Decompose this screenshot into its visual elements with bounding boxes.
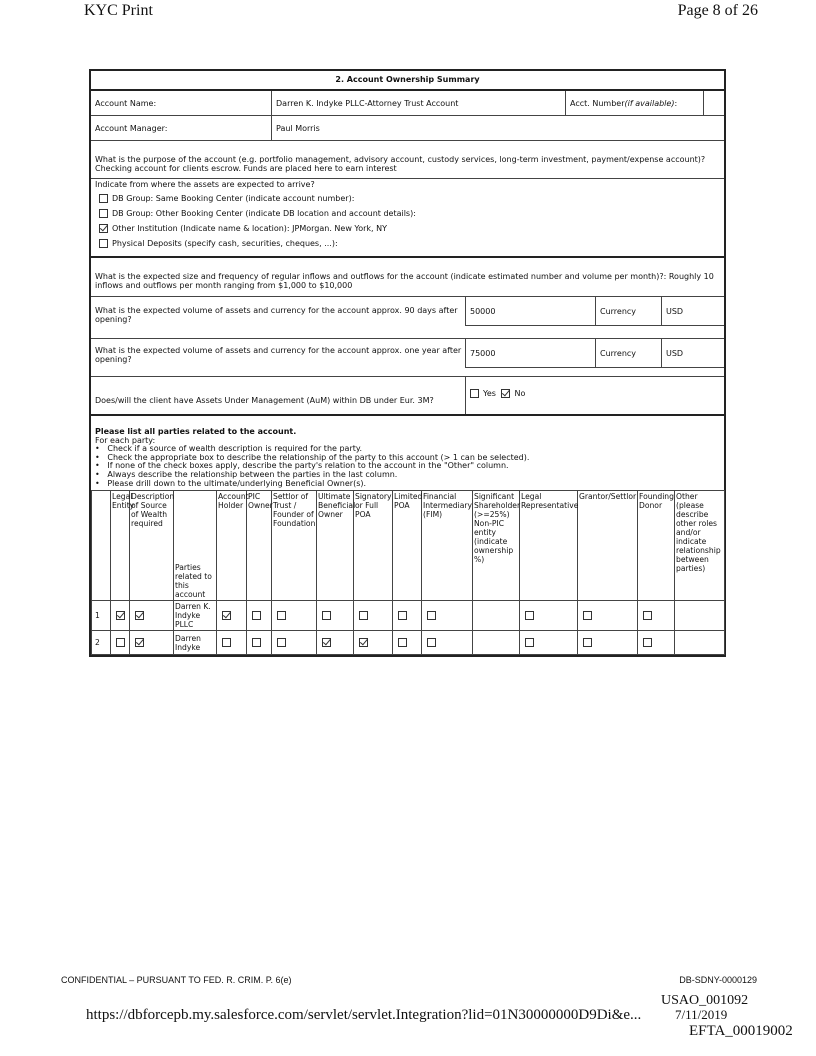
other-institution-checkbox[interactable] (99, 224, 108, 233)
source-of-wealth-checkbox[interactable] (135, 638, 144, 647)
col-header-source-of-wealth: Description of Source of Wealth required (130, 491, 174, 601)
parties-bullet: • Please drill down to the ultimate/underlying Beneficial Owner(s). (95, 478, 367, 488)
account-manager-value: Paul Morris (271, 116, 724, 140)
col-header-grantor: Grantor/Settlor (578, 491, 638, 601)
row-number: 1 (92, 601, 111, 631)
parties-header-row (92, 491, 725, 601)
party-row (92, 631, 725, 655)
grantor-checkbox[interactable] (583, 638, 592, 647)
legal-rep-checkbox[interactable] (525, 611, 534, 620)
vol90-currency: USD (661, 297, 725, 325)
col-header-num (92, 491, 111, 601)
settlor-checkbox[interactable] (277, 611, 286, 620)
vol1y-currency: USD (661, 339, 725, 367)
aum-question: Does/will the client have Assets Under Management (AuM) within DB under Eur. 3M? (95, 396, 434, 405)
account-name-row (91, 91, 724, 116)
party-row (92, 601, 725, 631)
fim-checkbox[interactable] (427, 611, 436, 620)
account-name-label: Account Name: (95, 98, 157, 108)
efta-stamp: EFTA_00019002 (689, 1023, 793, 1039)
vol90-value: 50000 (470, 306, 496, 316)
flows-row: What is the expected size and frequency of regular inflows and outflows for the account (indicate estimated number and volume per month)?: Roughly 10 inflows and outflows per month ranging from $1,000 to $10,000 (95, 272, 714, 290)
vol90-row (91, 296, 724, 338)
asset-option-same-booking[interactable]: DB Group: Same Booking Center (indicate account number): (91, 191, 724, 206)
other-cell[interactable] (675, 631, 725, 655)
asset-option-other-booking[interactable]: DB Group: Other Booking Center (indicate DB location and account details): (91, 206, 724, 221)
fim-checkbox[interactable] (427, 638, 436, 647)
other-cell[interactable] (675, 601, 725, 631)
other-booking-checkbox[interactable] (99, 209, 108, 218)
col-header-pic-owner: PIC Owner (247, 491, 272, 601)
signatory-checkbox[interactable] (359, 638, 368, 647)
account-ownership-form (89, 69, 726, 657)
purpose-row: What is the purpose of the account (e.g. portfolio management, advisory account, custody services, long-term investment, payment/expense account)? Checking account for clients escrow. Funds are placed here to earn interest (91, 141, 724, 179)
asset-source-intro: Indicate from where the assets are expected to arrive? (95, 180, 315, 189)
asset-option-other-institution[interactable]: Other Institution (Indicate name & location): JPMorgan. New York, NY (91, 221, 724, 236)
page-number: Page 8 of 26 (677, 2, 758, 19)
section-title: 2. Account Ownership Summary (91, 71, 724, 91)
asset-option-physical-deposits[interactable]: Physical Deposits (specify cash, securities, cheques, ...): (91, 236, 724, 251)
ubo-checkbox[interactable] (322, 611, 331, 620)
col-header-parties: Parties related to this account (174, 491, 217, 601)
legal-rep-checkbox[interactable] (525, 638, 534, 647)
party-name: Darren K. Indyke PLLC (174, 601, 217, 631)
col-header-ubo: Ultimate Beneficial Owner (317, 491, 354, 601)
col-header-legal-entity: Legal Entity (111, 491, 130, 601)
parties-bullet: • Always describe the relationship between the parties in the last column. (95, 469, 398, 479)
account-manager-label: Account Manager: (95, 123, 168, 133)
print-date: 7/11/2019 (675, 1007, 728, 1022)
vol1y-value: 75000 (470, 348, 496, 358)
party-name: Darren Indyke (174, 631, 217, 655)
parties-table (91, 490, 725, 655)
vol1y-question: What is the expected volume of assets and currency for the account approx. one year after opening? (95, 346, 462, 364)
aum-row (91, 376, 724, 416)
bates-number: DB-SDNY-0000129 (679, 975, 757, 985)
legal-entity-checkbox[interactable] (116, 611, 125, 620)
aum-yes-checkbox[interactable] (470, 389, 479, 398)
vol1y-row (91, 338, 724, 376)
parties-bullet: • If none of the check boxes apply, describe the party's relation to the account in the "Other" column. (95, 461, 509, 471)
legal-entity-checkbox[interactable] (116, 638, 125, 647)
parties-heading: Please list all parties related to the account. (95, 427, 297, 436)
parties-instructions (91, 416, 724, 490)
confidential-notice: CONFIDENTIAL – PURSUANT TO FED. R. CRIM. P. 6(e) (61, 975, 292, 985)
account-name-value: Darren K. Indyke PLLC-Attorney Trust Account (271, 91, 565, 115)
col-header-fim: Financial Intermediary (FIM) (422, 491, 473, 601)
asset-source-section (91, 179, 724, 258)
account-manager-row (91, 116, 724, 141)
col-header-founding-donor: Founding Donor (638, 491, 675, 601)
founding-donor-checkbox[interactable] (643, 638, 652, 647)
significant-shareholder-cell[interactable] (473, 631, 520, 655)
acct-number-field[interactable] (703, 91, 723, 115)
limited-poa-checkbox[interactable] (398, 638, 407, 647)
settlor-checkbox[interactable] (277, 638, 286, 647)
aum-options: Yes No (465, 377, 525, 414)
col-header-signatory: Signatory or Full POA (354, 491, 393, 601)
col-header-legal-rep: Legal Representative (520, 491, 578, 601)
source-of-wealth-checkbox[interactable] (135, 611, 144, 620)
ubo-checkbox[interactable] (322, 638, 331, 647)
usao-stamp: USAO_001092 (661, 993, 749, 1008)
source-url: https://dbforcepb.my.salesforce.com/servlet/servlet.Integration?lid=01N30000000D9Di&e... (86, 1007, 642, 1023)
col-header-account-holder: Account Holder (217, 491, 247, 601)
aum-no-checkbox[interactable] (501, 389, 510, 398)
print-header-title: KYC Print (84, 2, 153, 19)
vol90-question: What is the expected volume of assets and currency for the account approx. 90 days after opening? (95, 306, 458, 324)
pic-owner-checkbox[interactable] (252, 611, 261, 620)
row-number: 2 (92, 631, 111, 655)
signatory-checkbox[interactable] (359, 611, 368, 620)
col-header-other: Other (please describe other roles and/or indicate relationship between parties) (675, 491, 725, 601)
limited-poa-checkbox[interactable] (398, 611, 407, 620)
vol90-currency-label: Currency (595, 297, 661, 325)
parties-for-each: For each party: (95, 435, 156, 445)
founding-donor-checkbox[interactable] (643, 611, 652, 620)
vol1y-currency-label: Currency (595, 339, 661, 367)
acct-number-label: Acct. Number (if available) : (565, 91, 703, 115)
same-booking-checkbox[interactable] (99, 194, 108, 203)
physical-deposits-checkbox[interactable] (99, 239, 108, 248)
parties-bullet: • Check the appropriate box to describe the relationship of the party to this account (> 1 can be selected). (95, 452, 530, 462)
parties-bullet: • Check if a source of wealth description is required for the party. (95, 444, 363, 454)
grantor-checkbox[interactable] (583, 611, 592, 620)
account-holder-checkbox[interactable] (222, 611, 231, 620)
pic-owner-checkbox[interactable] (252, 638, 261, 647)
col-header-settlor: Settlor of Trust / Founder of Foundation (272, 491, 317, 601)
col-header-limited-poa: Limited POA (393, 491, 422, 601)
col-header-significant-shareholder: Significant Shareholder (>=25%) Non-PIC entity (indicate ownership %) (473, 491, 520, 601)
significant-shareholder-cell[interactable] (473, 601, 520, 631)
account-holder-checkbox[interactable] (222, 638, 231, 647)
